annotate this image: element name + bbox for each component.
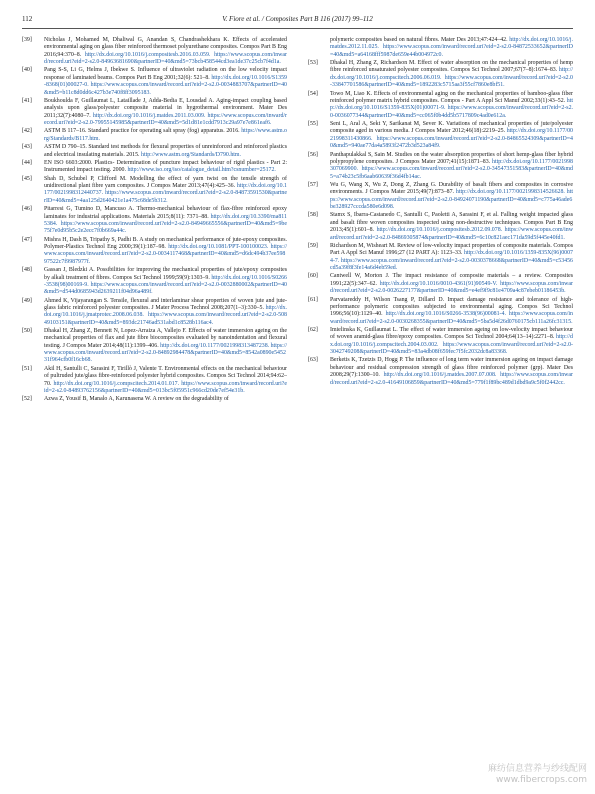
reference-link[interactable]: http://dx.doi.org/10.1016/j.matdes.2011.03.009. https://www.scopus.com/inward/record.uri?eid=2-s2.0-79955145985&partnerID=40&md5=5d1d81e1cdd7913c29a97e7e861eaf6. <box>44 112 287 126</box>
reference-link[interactable]: http://dx.doi.org/10.1081/PPT-100100023. https://www.scopus.com/inward/record.uri?eid=2-s2.0-0034117468&partnerID=40&md5=d6dc494b37ee59897522c7f9987977f. <box>44 244 287 265</box>
reference-text: Richardson M, Wisheart M. Review of low-velocity impact properties of composite materials. Compos Part A Appl Sci Manuf 1996;27 (12 PART A): 1123–33. <box>330 242 573 257</box>
watermark-url: www.fibercrops.com <box>496 775 587 785</box>
reference-link[interactable]: http://dx.doi.org/10.1177/0021998311430866. https://www.scopus.com/inward/record.uri?eid=2-s2.0-84865524309&partnerID=40&md5=940ae77da4a5893f2472b3d523a84f9. <box>330 128 573 150</box>
reference-text: polymeric composites based on natural fibres. Mater Des 2013;47:424–42. <box>330 37 508 43</box>
reference-text: Wu G, Wang X, Wu Z, Dong Z, Zhang G. Durability of basalt fibers and composites in corrosive environments. J Compos Mater 2015;49(7):873–87. <box>330 182 573 196</box>
reference-number: [62] <box>308 327 318 333</box>
reference-number: [50] <box>22 328 32 335</box>
reference-entry <box>308 243 573 272</box>
reference-link[interactable]: http://www.astm.org/Standards/D790.htm. <box>141 151 241 158</box>
reference-number: [52] <box>22 396 32 403</box>
reference-link[interactable]: http://dx.doi.org/10.1016/j.jmatprotec.2008.06.038. https://www.scopus.com/inward/record.uri?eid=2-s2.0-50849103151&partnerID=40&md5=893dc21746ad531abd1c8528b116ac4. <box>44 304 287 326</box>
reference-text: Azwa Z, Yousif B, Manalo A, Karunasena W. A review on the degradability of <box>44 396 229 403</box>
running-title: V. Fiore et al. / Composites Part B 116 (2017) 99–112 <box>222 15 373 23</box>
reference-number: [46] <box>22 206 32 213</box>
reference-link[interactable]: http://dx.doi.org/10.1016/S0266-3538(98)00169-9. https://www.scopus.com/inward/record.uri?eid=2-s2.0-0032880002&partnerID=40&md5=d544d0685943d2639211f04d96a489f. <box>44 274 287 296</box>
reference-link[interactable]: http://www.iso.org/iso/catalogue_detail.htm?csnumber=25172. <box>127 167 276 174</box>
watermark <box>488 764 587 786</box>
reference-entry <box>22 98 287 127</box>
reference-entry <box>308 91 573 120</box>
reference-entry <box>308 60 573 89</box>
reference-number: [51] <box>22 365 32 372</box>
reference-link[interactable]: http://dx.doi.org/10.1016/j.compositesb.2016.03.059. https://www.scopus.com/inward/record.uri?eid=2-s2.0-84963681690&partnerID=40&md5=73bcb458544cd3ea1de37c25cb7f4d1a. <box>44 51 287 66</box>
reference-entry <box>22 206 287 235</box>
reference-number: [44] <box>22 159 32 166</box>
reference-text: Pang S-S, Li G, Helms J, Ibekwe S. Influence of ultraviolet radiation on the low velocity impact response of laminated beams. Compos Part B Eng 2001;32(6): 521–8. <box>44 67 287 81</box>
reference-text: Panthapulakkal S, Sain M. Studies on the water absorption properties of short hemp-glass fiber hybrid polypropylene composites. J Compos Mater 2007;41(15):1871–83. <box>330 151 573 165</box>
reference-text: EN ISO 6603:2000. Plastics- Determination of puncture impact behaviour of rigid plastics - Part 2: Instrumented impact testing. 2000. <box>44 159 287 174</box>
reference-text: ASTM D 790–15. Standard test methods for flexural properties of unreinforced and reinforced plastics and electrical insulating materials. 2015. <box>44 144 287 158</box>
reference-text: Mishra H, Dash B, Tripathy S, Padhi B. A study on mechanical performance of jute-epoxy composites. Polymer-Plastics Technol Eng 2000;39(1):187–98. <box>44 236 287 251</box>
reference-entry <box>308 327 573 356</box>
reference-link[interactable]: http://dx.doi.org/10.1016/S1359-835X(01)00071-9. https://www.scopus.com/inward/record.uri?eid=2-s2.0-0036077344&partnerID=40&md5=cc065f0b4dd5b5717809c4ad0e612a. <box>330 97 573 119</box>
reference-text: Dhakal H, Zhang Z, Bennett N, Lopez-Arraiza A, Vallejo F. Effects of water immersion ageing on the mechanical properties of flax and jute fibre biocomposites evaluated by nanoindentation and flexural testing. J Compos Mater 2014;48(11):1399–406. <box>44 328 287 349</box>
reference-text: Stamx S, Ibarra-Castanedo C, Santulli C, Paoletti A, Sarasini F, et al. Falling weight impacted glass and basalt fibre woven composites inspected using non-destructive techniques. Compos Part B Eng 2013;45(1):601–8. <box>330 212 573 234</box>
reference-number: [58] <box>308 212 318 219</box>
reference-link[interactable]: http://dx.doi.org/10.1016/S1359-8368(01)00027-0. https://www.scopus.com/inward/record.uri?eid=2-s2.0-0034883707&partnerID=40&md5=b11c8d0dd6c427b3e740f8ff3095183. <box>44 74 287 96</box>
reference-text: Dhakal H, Zhang Z, Richardson M. Effect of water absorption on the mechanical properties of hemp fibre reinforced unsaturated polyester composites. Compos Sci Technol 2007;67(7–8):1674–83. <box>330 60 573 74</box>
watermark-cn: 麻纺信息营养与纱线配网 <box>487 764 587 774</box>
reference-number: [48] <box>22 267 32 274</box>
page-number: 112 <box>22 15 33 23</box>
reference-entry <box>22 144 287 159</box>
reference-link[interactable]: http://dx.doi.org/10.1016/S0266-3538(96)00081-4. https://www.scopus.com/inward/record.uri?eid=2-s2.0-0030268355&partnerID=40&md5=5ba5d4f26d0760175cb111a26fc31315. <box>330 311 573 325</box>
reference-entry <box>22 237 287 266</box>
reference-entry <box>308 297 573 326</box>
reference-entry <box>308 37 573 59</box>
reference-number: [53] <box>308 60 318 67</box>
reference-link[interactable]: http://dx.doi.org/10.1016/j.matdes.2007.07.008. https://www.scopus.com/inward/record.uri?eid=2-s2.0-41649106859&partnerID=40&md5=779f1f89bc489d1dbd9a9c5f0f2442cc. <box>330 372 573 386</box>
reference-text: Berketis K, Tzetzis D, Hogg P. The influence of long term water immersion ageing on impact damage behaviour and residual compression strength of glass fibre reinforced polymer (grp). Mater Des 2008;29(7):1300–10. <box>330 357 573 379</box>
reference-entry <box>22 366 287 395</box>
reference-link[interactable]: http://dx.doi.org/10.1016/j.compscitech.2006.06.019. https://www.scopus.com/inward/record.uri?eid=2-s2.0-33847701586&partnerID=40&md5=1892283c5715aa3f55cf7860e8bf51. <box>330 67 573 89</box>
reference-text: Imielinska K, Guillaumat L. The effect of water immersion ageing on low-velocity impact behaviour of woven aramid-glass fibre/epoxy composites. Compos Sci Technol 2004;64(13–14):2271–8. <box>330 327 573 341</box>
reference-text: Pitarresi G, Tumino D, Mancuso A. Thermo-mechanical behaviour of flax-fibre reinforced epoxy laminates for industrial applications. Materials 2015;8(11): 7371–88. <box>44 206 287 220</box>
reference-number: [56] <box>308 151 318 158</box>
reference-link[interactable]: http://dx.doi.org/10.3390/ma8115384. https://www.scopus.com/inward/record.uri?eid=2-s2.0-84949665556&partnerID=40&md5=9be75f7e0d95b5c2e2ecc7f0b669a44c. <box>44 213 287 235</box>
references-right-column <box>308 37 573 388</box>
reference-text: Nicholas J, Mohamed M, Dhaliwal G, Anandan S, Chandrashekhara K. Effects of accelerated environmental aging on glass fiber reinforced thermoset polyurethane composites. Compos Part B Eng 2016;94:370–8. <box>44 37 287 58</box>
reference-entry <box>308 152 573 181</box>
header-rule <box>22 28 573 29</box>
reference-text: Shah D, Schubel P, Clifford M. Modelling the effect of yarn twist on the tensile strength of unidirectional plant fibre yarn composites. J Compos Mater 2013;47(4):425–36. <box>44 175 287 190</box>
reference-link[interactable]: http://dx.doi.org/10.1016/j.compscitech.2004.03.002. https://www.scopus.com/inward/record.uri?eid=2-s2.0-3042749208&partnerID=40&md5=83a4db08f659fec7f5fc2032dc8a83368. <box>330 334 573 356</box>
reference-number: [59] <box>308 242 318 249</box>
reference-number: [57] <box>308 182 318 188</box>
references-left-column <box>22 37 287 405</box>
reference-entry <box>308 121 573 150</box>
reference-text: Seni L, Aral A, Sekt Y, Sarikanat M, Sever K. Variations of mechanical properties of jute/polyester composite aged in various media. J Compos Mater 2012;46(18):2219–25. <box>330 121 573 135</box>
reference-entry <box>22 396 287 403</box>
reference-entry <box>22 328 287 365</box>
reference-entry <box>308 212 573 241</box>
reference-number: [45] <box>22 175 32 182</box>
reference-link[interactable]: http://dx.doi.org/10.1177/0021998313487238. https://www.scopus.com/inward/record.uri?eid=2-s2.0-84892984478&partnerID=40&md5=8542a0890e545231f964cfb0f16cb68. <box>44 342 287 364</box>
reference-text: Akil H, Santulli C, Sarasini F, Tirillò J, Valente T. Environmental effects on the mechanical behaviour of pultruded jute/glass fibre-reinforced polyester hybrid composites. Compos Sci Technol 2014;94:62–70. <box>44 365 287 387</box>
reference-link[interactable]: http://dx.doi.org/10.1177/0021998314526628. https://www.scopus.com/inward/record.uri?eid=2-s2.0-84924071190&partnerID=40&md5=c775a46ade6be328927cccda580e6d098. <box>330 189 574 211</box>
reference-number: [39] <box>22 37 32 43</box>
reference-link[interactable]: http://dx.doi.org/10.1016/j.compscitech.2014.01.017. https://www.scopus.com/inward/record.uri?eid=2-s2.0-84893762156&partnerID=40&md5=013bc5f05951c966cd20de7ef54e31b. <box>44 380 287 394</box>
reference-text: Parvatareddy H, Wilson Tsang P, Dillard D. Impact damage resistance and tolerance of high-performance polymeric composites subjected to environmental aging. Compos Sci Technol 1996;56(10):1129–40. <box>330 296 573 318</box>
reference-link[interactable]: https://www.astm.org/Standards/B117.htm. <box>44 128 287 142</box>
reference-link[interactable]: http://dx.doi.org/10.1016/j.matdes.2012.11.025. https://www.scopus.com/inward/record.uri?eid=2-s2.0-84872533652&partnerID=40&md5=a64168fff5987de659e44b004972c0. <box>330 37 573 58</box>
reference-text: Gassan J, Bledzki A. Possibilities for improving the mechanical properties of jute/epoxy composites by alkali treatment of fibres. Compos Sci Technol 1999;59(9):1303–9. <box>44 267 287 281</box>
page-header <box>22 15 573 29</box>
reference-number: [60] <box>308 273 318 280</box>
reference-entry <box>22 67 287 96</box>
reference-number: [43] <box>22 144 32 151</box>
reference-link[interactable]: http://dx.doi.org/10.1016/j.compositesb.2012.09.078. https://www.scopus.com/inward/record.uri?eid=2-s2.0-84869305874&partnerID=40&md5=6c10c821aec171da59d5f445e40fd1. <box>330 227 573 241</box>
reference-entry <box>22 267 287 296</box>
reference-number: [61] <box>308 296 318 303</box>
reference-number: [63] <box>308 357 318 364</box>
reference-link[interactable]: http://dx.doi.org/10.1016/1359-835X(96)00074-7. https://www.scopus.com/inward/record.uri?eid=2-s2.0-0030378668&partnerID=40&md5=c53456cd5a39f8f3fe14a6d4eb59ed. <box>330 250 573 271</box>
reference-number: [54] <box>308 90 318 97</box>
reference-entry <box>22 128 287 143</box>
reference-text: ASTM B 117–16. Standard practice for operating salt spray (fog) apparatus. 2016. <box>44 128 240 135</box>
reference-entry <box>308 182 573 211</box>
reference-number: [49] <box>22 297 32 304</box>
reference-text: Ahmed K, Vijayarangan S. Tensile, flexural and interlaminar shear properties of woven jute and jute-glass fabric reinforced polyester composites. J Mater Process Technol 2008;207(1–3):330–5. <box>44 297 287 311</box>
reference-entry <box>308 273 573 295</box>
reference-number: [47] <box>22 236 32 243</box>
reference-entry <box>22 37 287 66</box>
reference-text: Boukhoulda F, Guillaumat L, Lataillade J, Adda-Bedia E, Lousdad A. Aging-impact coupling based analysis upon glass/polyester composite material in hygrothermal environment. Mater Des 2011;32(7):4080–7. <box>44 97 287 119</box>
reference-number: [41] <box>22 97 32 104</box>
reference-number: [42] <box>22 128 32 135</box>
reference-link[interactable]: http://dx.doi.org/10.1177/0021998312440737. https://www.scopus.com/inward/record.uri?eid=2-s2.0-84873591530&partnerID=40&md5=4aa125d2640421e1a475c68de5b312. <box>44 183 287 204</box>
reference-entry <box>22 298 287 327</box>
reference-entry <box>308 357 573 386</box>
reference-text: Towo M, Liao K. Effects of environmental aging on the mechanical properties of bamboo-glass fiber reinforced polymer matrix hybrid composites. Compos - Part A Appl Sci Manuf 2002;33(1):43–52. <box>330 90 573 104</box>
reference-number: [40] <box>22 67 32 74</box>
reference-text: Cantwell W, Morton J. The impact resistance of composite materials – a review. Composites 1991;22(5):347–62. <box>330 273 573 287</box>
reference-number: [55] <box>308 121 318 128</box>
reference-link[interactable]: http://dx.doi.org/10.1177/0021998307069900. https://www.scopus.com/inward/record.uri?eid=2-s2.0-34547351583&partnerID=40&md5=a74b23c5fb6aab60639f36d4fb14ac. <box>330 158 573 180</box>
reference-entry <box>22 160 287 175</box>
reference-link[interactable]: http://dx.doi.org/10.1016/0010-4361(91)90549-V. https://www.scopus.com/inward/record.uri?eid=2-s2.0-0026227177&partnerID=40&md5=e4ef9f9c81e4709a4c87ebeb01186453b. <box>330 280 573 295</box>
reference-entry <box>22 176 287 205</box>
